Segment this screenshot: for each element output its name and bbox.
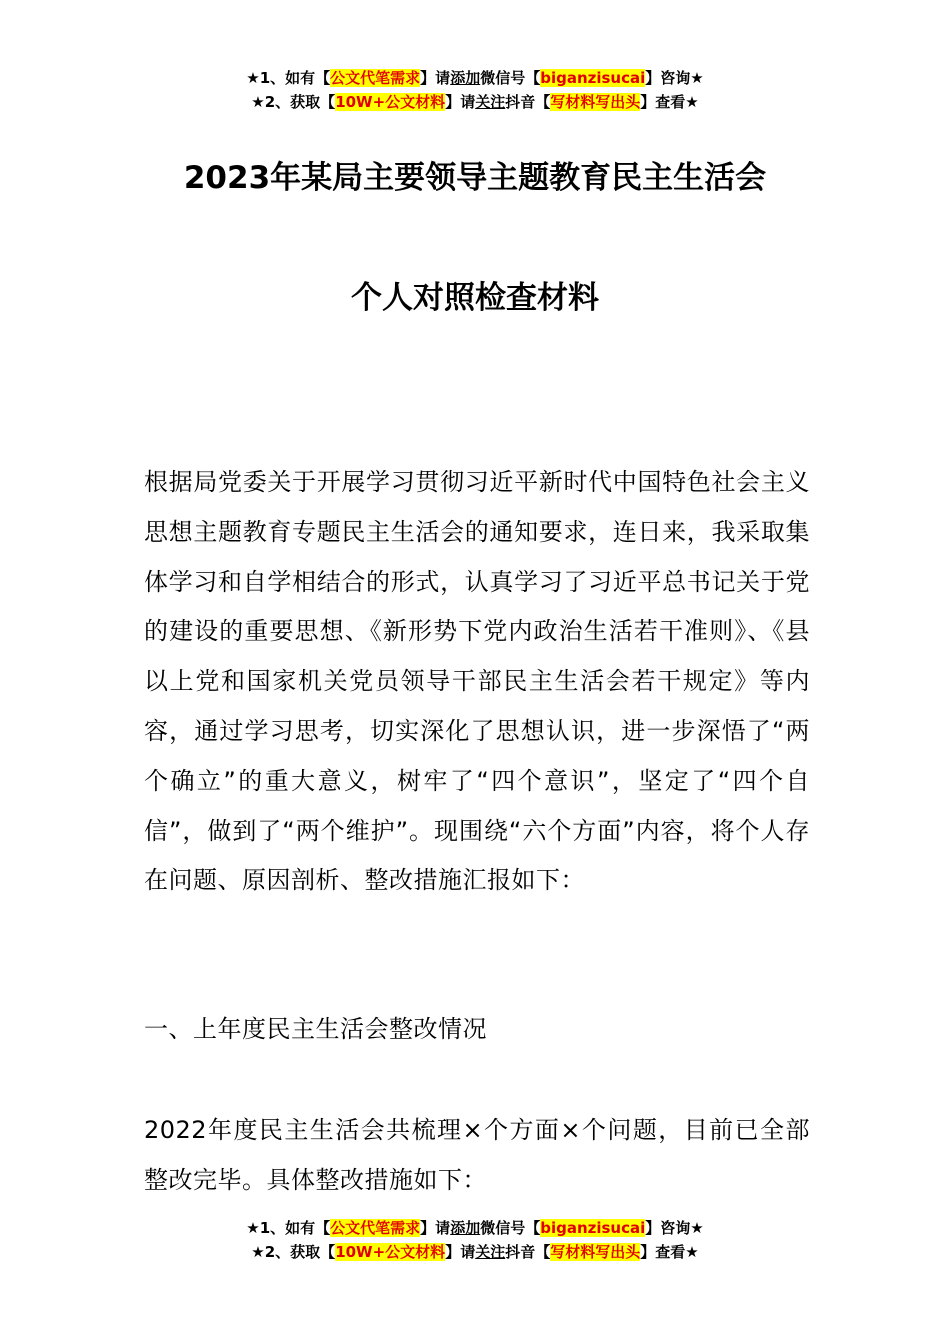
intro-paragraph: 根据局党委关于开展学习贯彻习近平新时代中国特色社会主义思想主题教育专题民主生活会的通知要求，连日来，我采取集体学习和自学相结合的形式，认真学习了习近平总书记关于党的建设的重要思想、《新形势下党内政治生活若干准则》、《县以上党和国家机关党员领导干部民主生活会若干规定》等内容，通过学习思考，切实深化了思想认识，进一步深悟了“两个确立”的重大意义，树牢了“四个意识”，坚定了“四个自信”，做到了“两个维护”。现围绕“六个方面”内容，将个人存在问题、原因剖析、整改措施汇报如下： <box>144 468 810 895</box>
banner-highlight: 写材料写出头 <box>550 1243 641 1261</box>
banner-text: 微信号【 <box>480 1219 541 1237</box>
banner-text: 】咨询★ <box>645 1219 704 1237</box>
banner-highlight: 10W+公文材料 <box>335 93 446 111</box>
banner-text: 抖音【 <box>505 1243 551 1261</box>
banner-line-1 <box>0 66 950 90</box>
document-title-line-2: 个人对照检查材料 <box>351 280 599 316</box>
banner-highlight: 公文代笔需求 <box>330 1219 421 1237</box>
banner-text: ★2、获取【 <box>251 93 336 111</box>
section-paragraph: 2022年度民主生活会共梳理×个方面×个问题，目前已全部整改完毕。具体整改措施如下： <box>144 1116 810 1194</box>
banner-text: ★1、如有【 <box>246 1219 331 1237</box>
banner-text: 】查看★ <box>640 93 699 111</box>
banner-highlight: 写材料写出头 <box>550 93 641 111</box>
banner-highlight: biganzisucai <box>540 69 646 87</box>
section-heading: 一、上年度民主生活会整改情况 <box>144 1015 487 1043</box>
banner-line-1 <box>0 1216 950 1240</box>
banner-underline: 关注 <box>475 93 506 111</box>
banner-line-2 <box>0 1240 950 1264</box>
banner-text: 】请 <box>445 93 476 111</box>
banner-text: 抖音【 <box>505 93 551 111</box>
banner-highlight: 公文代笔需求 <box>330 69 421 87</box>
banner-underline: 添加 <box>450 69 481 87</box>
banner-highlight: biganzisucai <box>540 1219 646 1237</box>
banner-line-2 <box>0 90 950 114</box>
banner-highlight: 10W+公文材料 <box>335 1243 446 1261</box>
banner-text: ★1、如有【 <box>246 69 331 87</box>
banner-text: 】请 <box>420 69 451 87</box>
banner-underline: 添加 <box>450 1219 481 1237</box>
banner-text: 】请 <box>445 1243 476 1261</box>
banner-text: 微信号【 <box>480 69 541 87</box>
banner-underline: 关注 <box>475 1243 506 1261</box>
top-banner <box>0 66 950 114</box>
bottom-banner <box>0 1216 950 1264</box>
banner-text: 】查看★ <box>640 1243 699 1261</box>
banner-text: 】请 <box>420 1219 451 1237</box>
banner-text: ★2、获取【 <box>251 1243 336 1261</box>
document-title-line-1: 2023年某局主要领导主题教育民主生活会 <box>183 160 767 196</box>
banner-text: 】咨询★ <box>645 69 704 87</box>
